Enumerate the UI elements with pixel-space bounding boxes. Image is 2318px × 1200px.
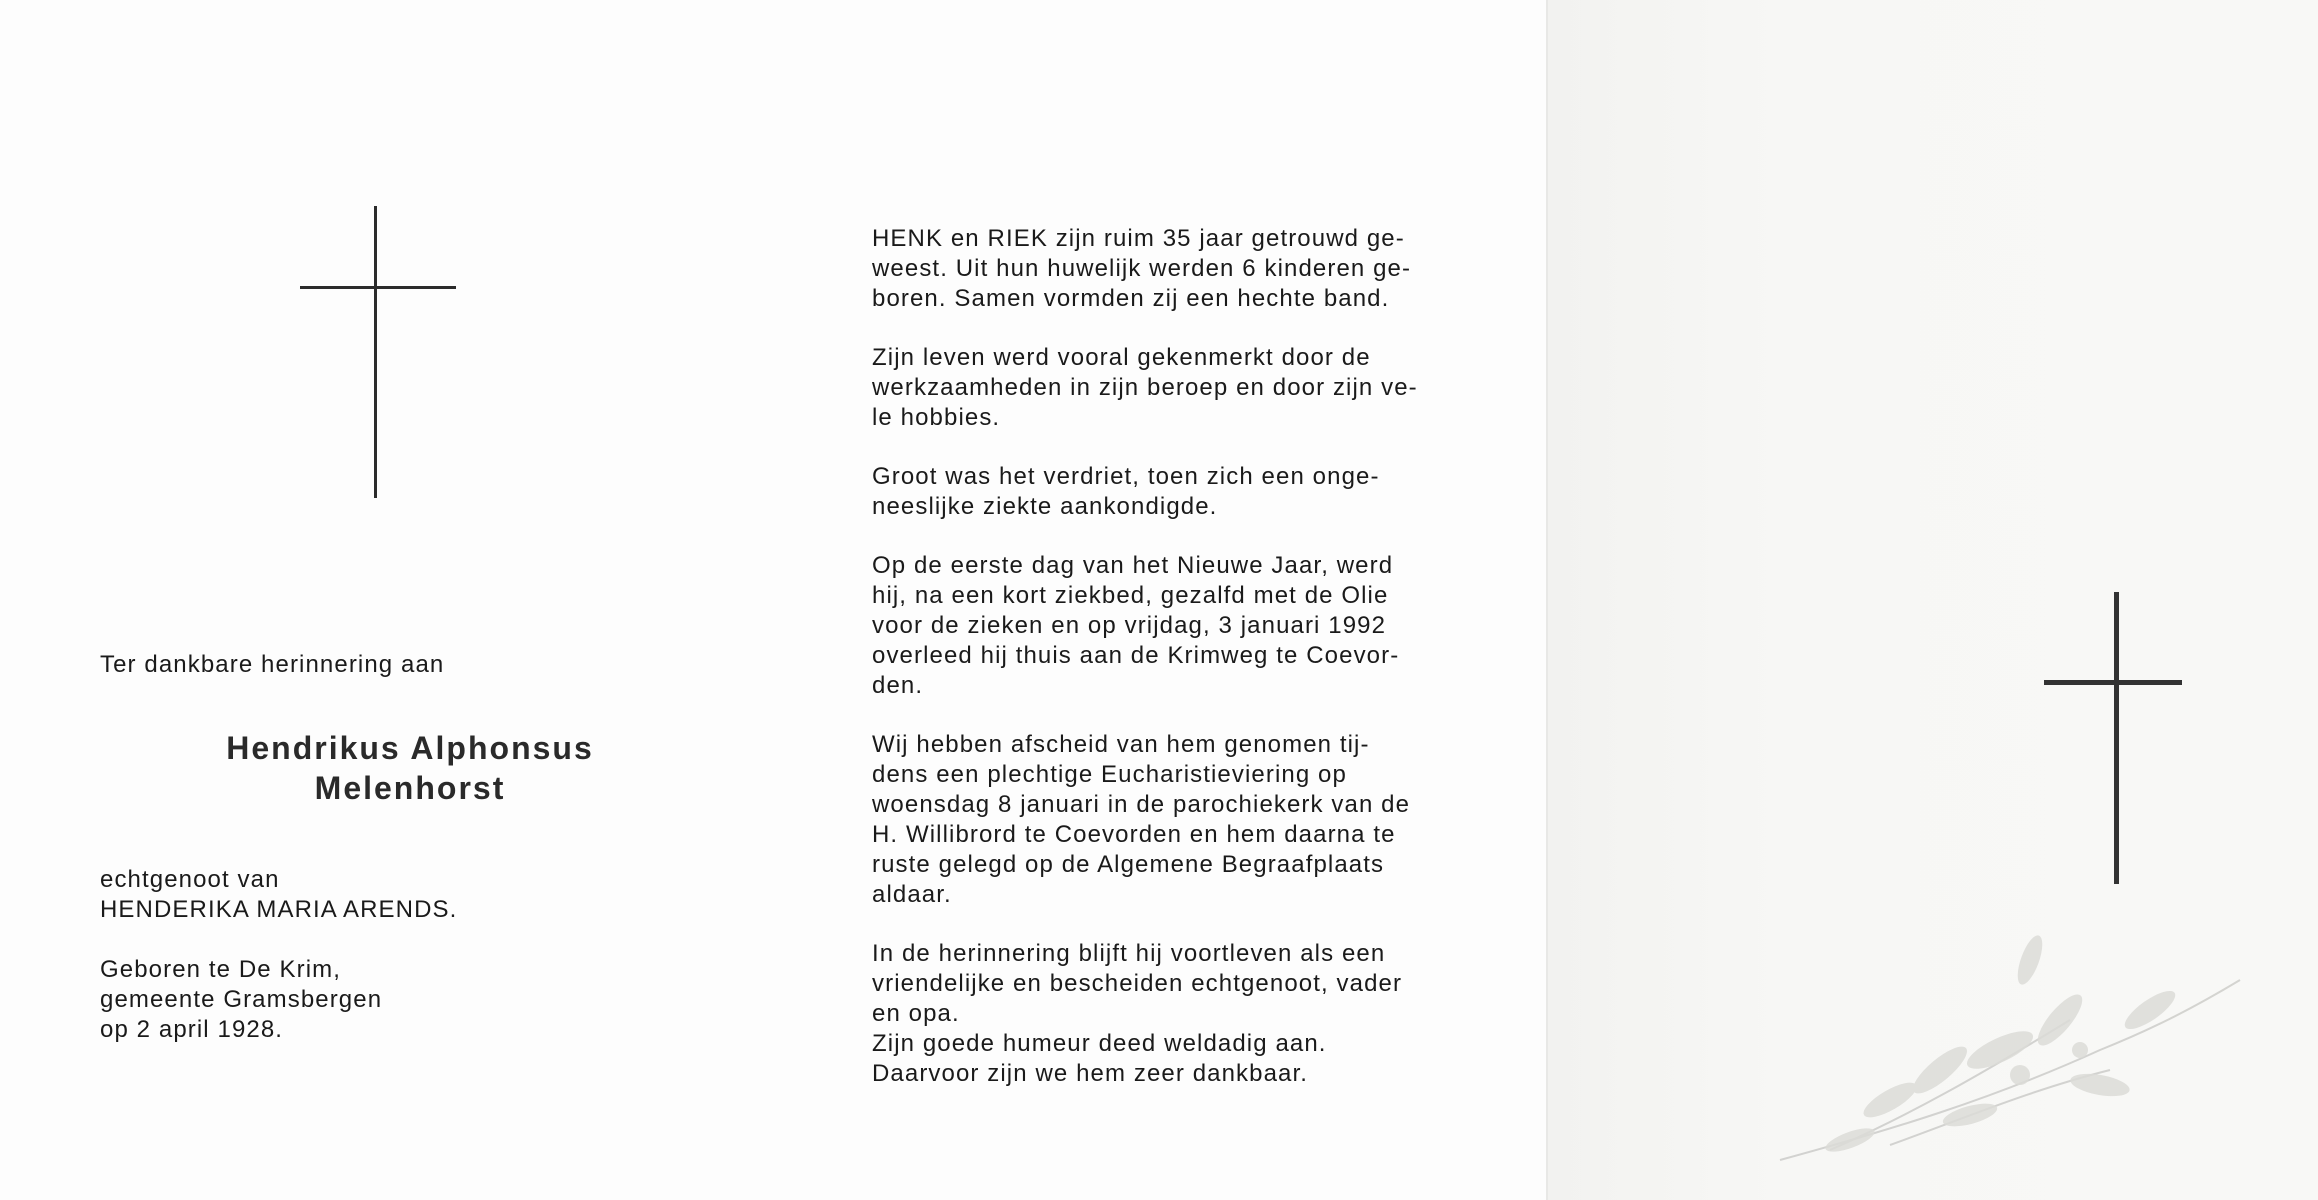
bio-line: Groot was het verdriet, toen zich een onge- (872, 463, 1380, 490)
bio-line: voor de zieken en op vrijdag, 3 januari 1992 (872, 612, 1387, 639)
bio-paragraph (872, 939, 1478, 1089)
bio-paragraph (872, 551, 1478, 701)
floral-spray-icon (1770, 900, 2250, 1200)
bio-line: Daarvoor zijn we hem zeer dankbaar. (872, 1060, 1309, 1087)
name-line-2: Melenhorst (314, 770, 506, 806)
bio-paragraph (872, 343, 1478, 433)
bio-paragraph (872, 730, 1478, 910)
bio-line: le hobbies. (872, 404, 1001, 431)
deceased-name (150, 728, 670, 808)
birth-block (100, 955, 382, 1045)
bio-line: weest. Uit hun huwelijk werden 6 kinderen ge- (872, 255, 1412, 282)
bio-line: Zijn goede humeur deed weldadig aan. (872, 1030, 1327, 1057)
name-line-1: Hendrikus Alphonsus (226, 730, 594, 766)
spouse-block (100, 865, 457, 925)
bio-line: HENK en RIEK zijn ruim 35 jaar getrouwd ge- (872, 225, 1405, 252)
birth-line-1: Geboren te De Krim, (100, 956, 341, 983)
birth-line-2: gemeente Gramsbergen (100, 986, 383, 1013)
dedication-text: Ter dankbare herinnering aan (100, 651, 445, 678)
bio-paragraph (872, 462, 1478, 522)
bio-line: In de herinnering blijft hij voortleven als een (872, 940, 1386, 967)
bio-line: aldaar. (872, 881, 952, 908)
birth-line-3: op 2 april 1928. (100, 1016, 284, 1043)
bio-line: Op de eerste dag van het Nieuwe Jaar, werd (872, 552, 1394, 579)
bio-line: neeslijke ziekte aankondigde. (872, 493, 1218, 520)
spouse-name: HENDERIKA MARIA ARENDS. (100, 896, 458, 923)
bio-line: H. Willibrord te Coevorden en hem daarna te (872, 821, 1396, 848)
spouse-label: echtgenoot van (100, 866, 280, 893)
bio-line: hij, na een kort ziekbed, gezalfd met de Olie (872, 582, 1389, 609)
bio-paragraph (872, 224, 1478, 314)
bio-line: Wij hebben afscheid van hem genomen tij- (872, 731, 1370, 758)
bio-line: dens een plechtige Eucharistieviering op (872, 761, 1347, 788)
bio-line: werkzaamheden in zijn beroep en door zijn ve- (872, 374, 1418, 401)
bio-line: ruste gelegd op de Algemene Begraafplaats (872, 851, 1385, 878)
bio-line: boren. Samen vormden zij een hechte band. (872, 285, 1390, 312)
biography-text (872, 224, 1478, 1089)
bio-line: overleed hij thuis aan de Krimweg te Coevor- (872, 642, 1400, 669)
bio-line: en opa. (872, 1000, 960, 1027)
fold-line (1546, 0, 1548, 1200)
cross-icon (300, 206, 460, 498)
cross-icon (2044, 592, 2184, 884)
bio-line: vriendelijke en bescheiden echtgenoot, vader (872, 970, 1403, 997)
bio-line: den. (872, 672, 924, 699)
bio-line: woensdag 8 januari in de parochiekerk van de (872, 791, 1411, 818)
bio-line: Zijn leven werd vooral gekenmerkt door de (872, 344, 1371, 371)
